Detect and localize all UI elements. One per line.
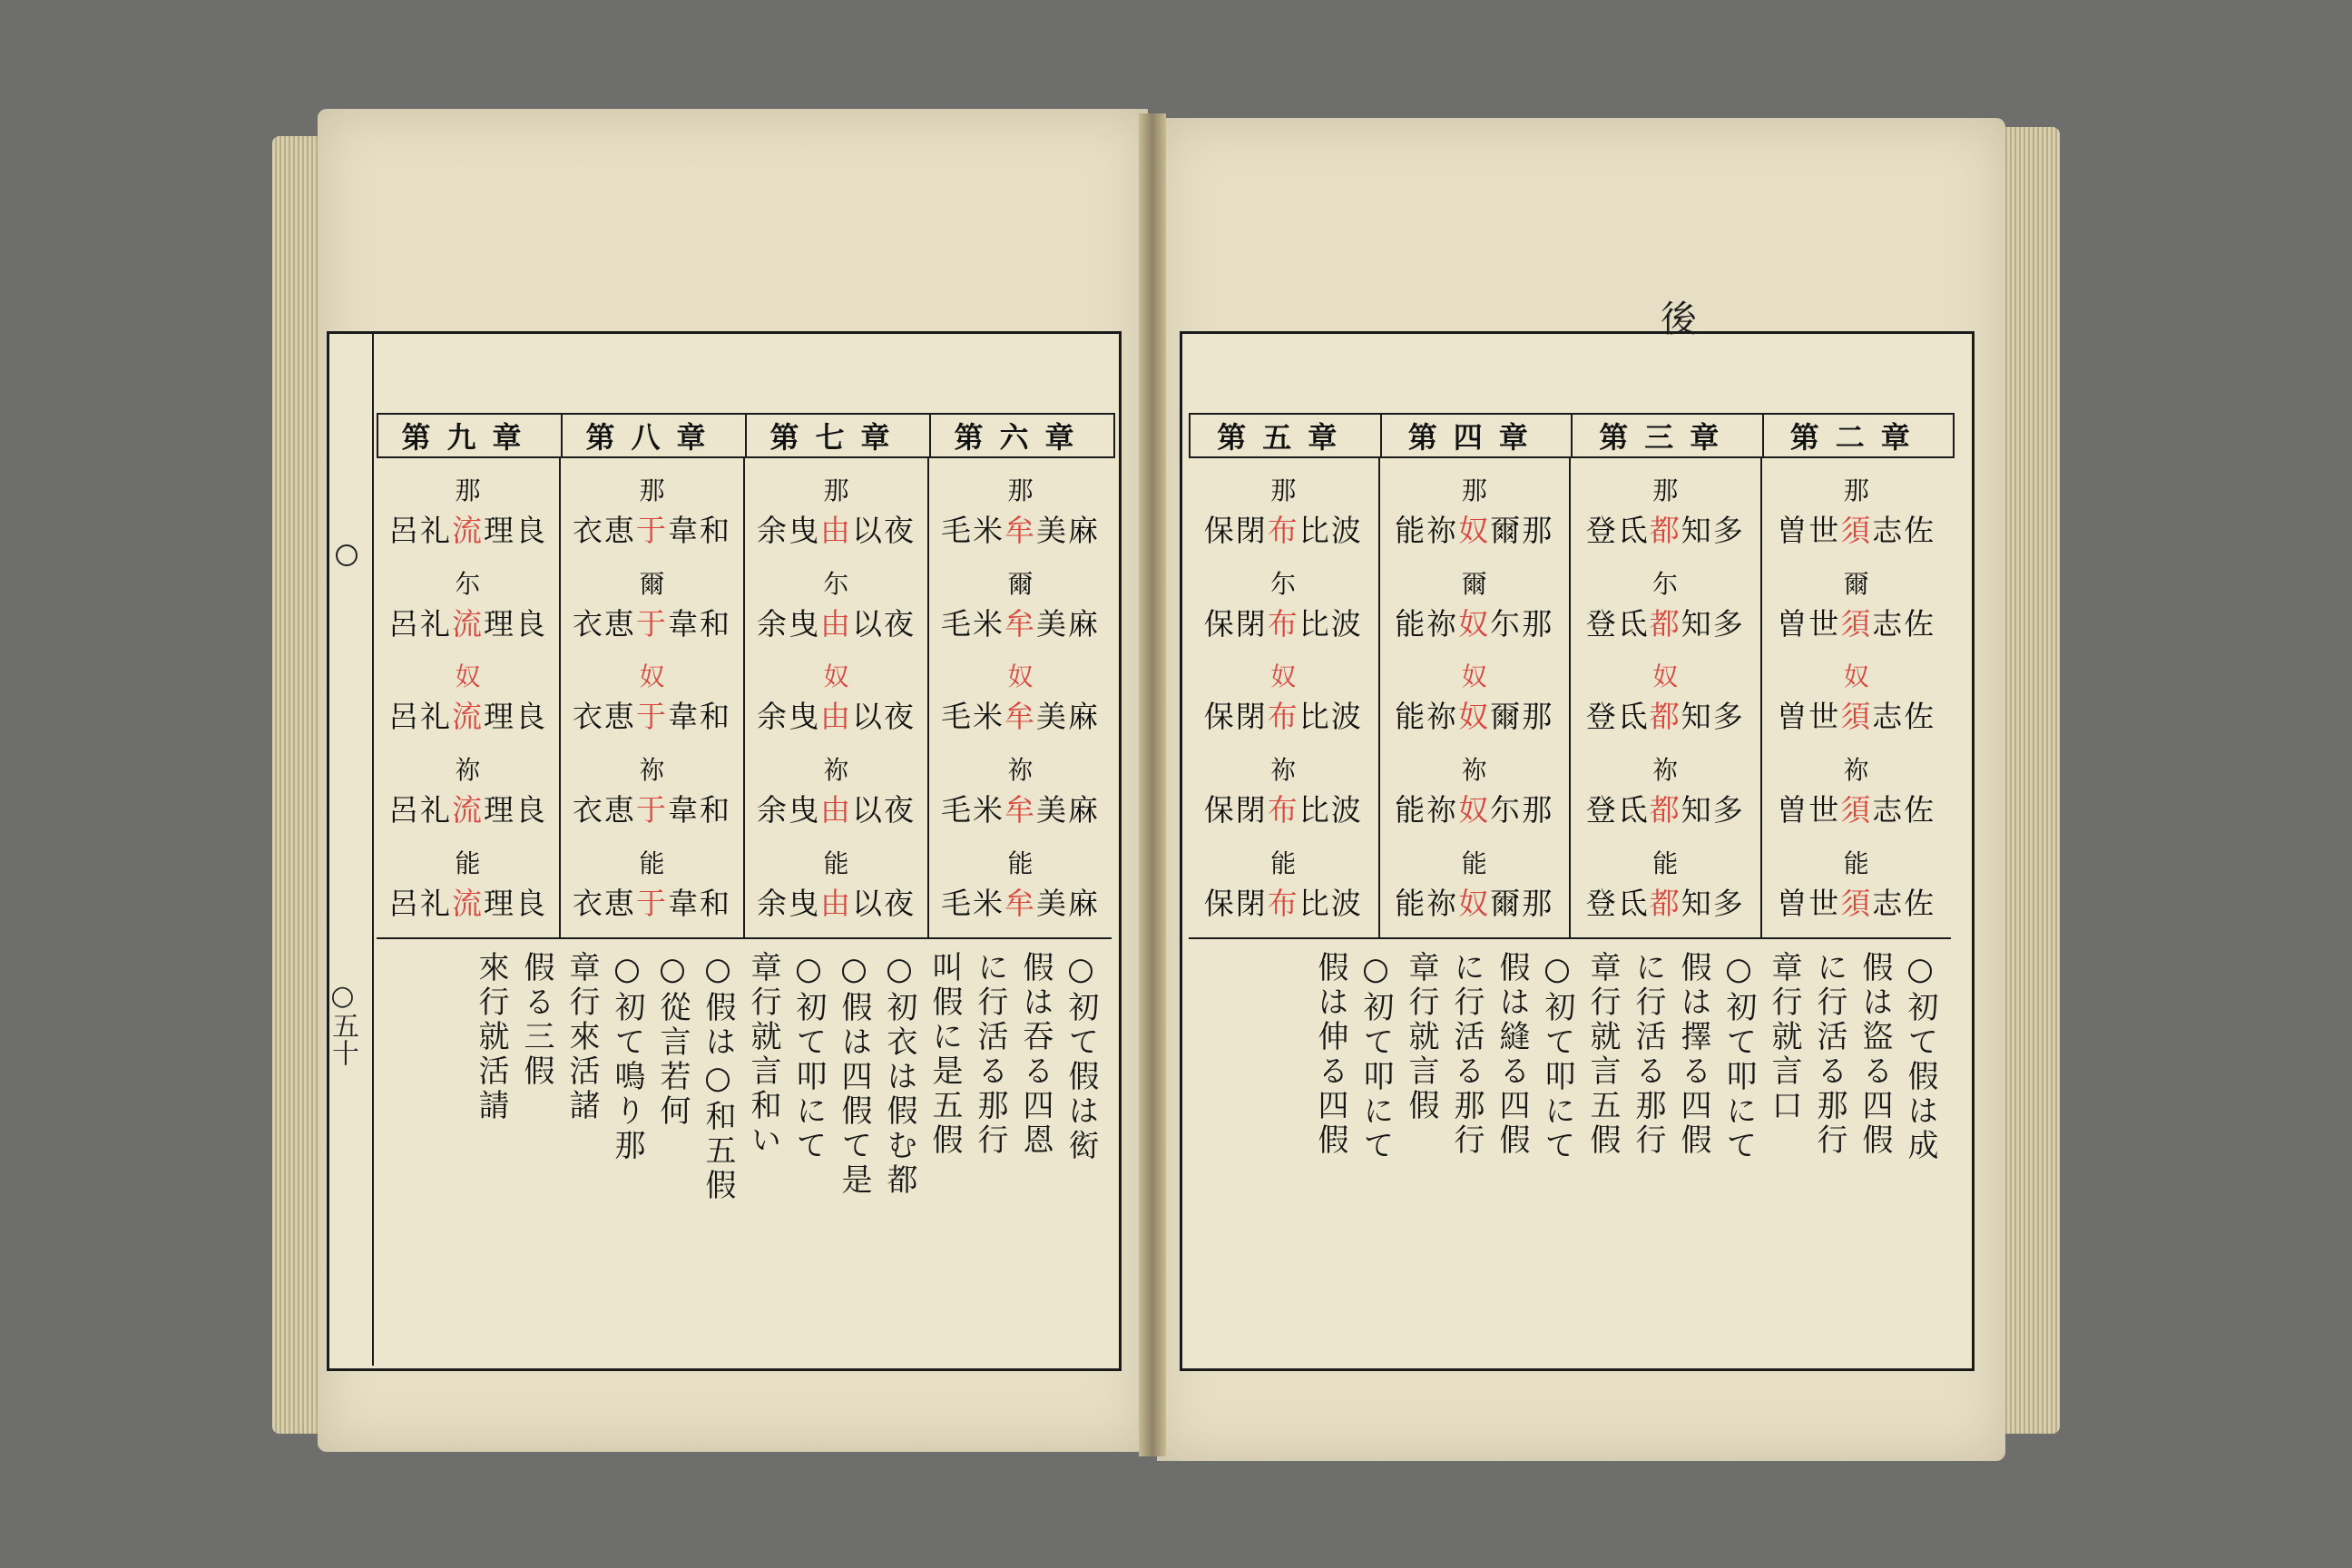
syllable-column (377, 456, 561, 937)
syllable-line (1576, 880, 1755, 923)
syllable-line (935, 601, 1106, 643)
syllable-column (1189, 456, 1380, 937)
entry-heading: 奴 (1461, 662, 1487, 692)
entry-heading: 奴 (1007, 662, 1034, 692)
syllable-line (935, 693, 1106, 736)
note-column: ○初て叩にて (1539, 951, 1575, 1163)
entry-heading: 那 (1007, 475, 1034, 505)
syllable-entry (1194, 471, 1373, 550)
syllable-text: 衣恵 (573, 886, 636, 922)
syllable-text: 美麻 (1036, 886, 1100, 922)
entry-heading: 祢 (1007, 755, 1034, 786)
syllable-text: 余曳 (757, 512, 820, 548)
highlighted-syllable: 須 (1840, 512, 1873, 548)
syllable-text: 志佐 (1872, 699, 1936, 735)
entry-heading: 爾 (1461, 568, 1487, 599)
highlighted-syllable: 由 (820, 699, 852, 735)
syllable-text: 韋和 (668, 886, 731, 922)
highlighted-syllable: 牟 (1004, 699, 1036, 735)
syllable-text: 以夜 (852, 886, 916, 922)
syllable-line (750, 507, 922, 550)
syllable-text: 余曳 (757, 886, 820, 922)
entry-heading: 祢 (1461, 755, 1487, 786)
syllable-text: 韋和 (668, 792, 731, 828)
highlighted-syllable: 牟 (1004, 886, 1036, 922)
note-column: ○從言若何 (654, 951, 691, 1129)
highlighted-syllable: 都 (1649, 886, 1681, 922)
chapter-header: 第二章 (1789, 420, 1926, 455)
note-column: ○初衣は假む都 (881, 951, 917, 1198)
syllable-entry (382, 564, 554, 643)
note-column: 假は吞る四恩 (1017, 951, 1054, 1158)
highlighted-syllable: 流 (452, 886, 484, 922)
syllable-text: 曽世 (1777, 699, 1841, 735)
highlighted-syllable: 布 (1267, 605, 1299, 642)
entry-heading: 爾 (1007, 568, 1034, 599)
syllable-text: 毛米 (941, 886, 1004, 922)
syllable-line (1386, 601, 1564, 643)
note-column: 叫假に是五假 (926, 951, 963, 1158)
syllable-entry (382, 657, 554, 736)
syllable-text: 衣恵 (573, 699, 636, 735)
syllable-text: 能祢 (1395, 886, 1459, 922)
note-column: ○初て假は衒 (1063, 951, 1099, 1163)
book-gutter (1139, 113, 1166, 1456)
syllable-entry (566, 471, 738, 550)
syllable-line (566, 880, 738, 923)
highlighted-syllable: 于 (636, 792, 668, 828)
entry-heading: 那 (1270, 475, 1297, 505)
syllable-text: 韋和 (668, 605, 731, 642)
syllable-text: 呂礼 (388, 512, 452, 548)
note-column: ○初て叩にて (1720, 951, 1757, 1163)
circle-mark-icon (336, 544, 358, 566)
entry-heading: 能 (823, 848, 849, 879)
syllable-line (750, 787, 922, 829)
syllable-entry (382, 844, 554, 923)
syllable-entry (1194, 844, 1373, 923)
highlighted-syllable: 流 (452, 792, 484, 828)
highlighted-syllable: 于 (636, 605, 668, 642)
syllable-line (382, 880, 554, 923)
syllable-text: 知多 (1681, 512, 1745, 548)
chapter-header: 第五章 (1191, 415, 1382, 456)
entry-heading: 尓 (1652, 568, 1679, 599)
syllable-line (1194, 787, 1373, 829)
syllable-entry (566, 564, 738, 643)
entry-heading: 能 (455, 848, 481, 879)
entry-heading: 祢 (823, 755, 849, 786)
syllable-text: 能祢 (1395, 605, 1459, 642)
entry-heading: 奴 (1652, 662, 1679, 692)
syllable-text: 衣恵 (573, 792, 636, 828)
syllable-text: 保閉 (1203, 512, 1268, 548)
syllable-text: 以夜 (852, 605, 916, 642)
syllable-text: 以夜 (852, 699, 916, 735)
entry-heading: 尓 (455, 568, 481, 599)
syllable-text: 保閉 (1203, 699, 1268, 735)
syllable-line (935, 507, 1106, 550)
syllable-entry (1194, 564, 1373, 643)
highlighted-syllable: 于 (636, 512, 668, 548)
syllable-text: 志佐 (1872, 792, 1936, 828)
entry-heading: 能 (639, 848, 665, 879)
highlighted-syllable: 須 (1840, 605, 1873, 642)
entry-heading: 能 (1461, 848, 1487, 879)
entry-heading: 爾 (639, 568, 665, 599)
highlighted-syllable: 奴 (1458, 792, 1491, 828)
highlighted-syllable: 奴 (1458, 512, 1491, 548)
syllable-text: 能祢 (1395, 792, 1459, 828)
chapter-header: 第六章 (954, 420, 1091, 455)
syllable-text: 保閉 (1203, 792, 1268, 828)
syllable-entry (1768, 657, 1946, 736)
syllable-text: 登氐 (1585, 699, 1650, 735)
syllable-text: 以夜 (852, 792, 916, 828)
entry-heading: 奴 (639, 662, 665, 692)
syllable-text: 登氐 (1585, 605, 1650, 642)
note-column: 章行就言和い (745, 951, 781, 1158)
syllable-entry (1386, 471, 1564, 550)
syllable-text: 曽世 (1777, 886, 1841, 922)
syllable-entry (1576, 844, 1755, 923)
syllable-entry (935, 750, 1106, 829)
note-column: に行活る那行 (1811, 951, 1847, 1158)
entry-heading: 奴 (823, 662, 849, 692)
note-column: 章行就言假 (1403, 951, 1439, 1123)
highlighted-syllable: 由 (820, 792, 852, 828)
highlighted-syllable: 布 (1267, 699, 1299, 735)
syllable-entry (1576, 750, 1755, 829)
chapter-header: 第四章 (1382, 415, 1573, 456)
syllable-entry (750, 657, 922, 736)
syllable-line (1768, 601, 1946, 643)
highlighted-syllable: 布 (1267, 792, 1299, 828)
entry-heading: 爾 (1843, 568, 1869, 599)
syllable-line (750, 693, 922, 736)
syllable-entry (1386, 657, 1564, 736)
highlighted-syllable: 奴 (1458, 886, 1491, 922)
syllable-entry (935, 471, 1106, 550)
syllable-entry (1768, 564, 1946, 643)
entry-heading: 尓 (823, 568, 849, 599)
syllable-text: 美麻 (1036, 512, 1100, 548)
syllable-text: 比波 (1298, 886, 1363, 922)
highlighted-syllable: 都 (1649, 699, 1681, 735)
entry-heading: 那 (823, 475, 849, 505)
syllable-entry (1386, 750, 1564, 829)
highlighted-syllable: 都 (1649, 512, 1681, 548)
note-column: 來行就活請 (473, 951, 509, 1123)
note-column: ○初て叩にて (790, 951, 827, 1163)
syllable-line (1768, 693, 1946, 736)
chapter-header: 第八章 (563, 415, 747, 456)
highlighted-syllable: 由 (820, 605, 852, 642)
syllable-text: 尓那 (1490, 792, 1554, 828)
highlighted-syllable: 奴 (1458, 699, 1491, 735)
highlighted-syllable: 奴 (1458, 605, 1491, 642)
right-page-edges (2005, 127, 2060, 1434)
syllable-column (1380, 456, 1572, 937)
note-column: に行活る那行 (1630, 951, 1666, 1158)
syllable-entry (750, 471, 922, 550)
syllable-text: 比波 (1298, 699, 1363, 735)
syllable-line (1386, 507, 1564, 550)
syllable-text: 登氐 (1585, 886, 1650, 922)
highlighted-syllable: 流 (452, 512, 484, 548)
syllable-text: 能祢 (1395, 699, 1459, 735)
left-header-row (377, 413, 1115, 458)
syllable-text: 知多 (1681, 792, 1745, 828)
entry-heading: 祢 (455, 755, 481, 786)
entry-heading: 能 (1270, 848, 1297, 879)
entry-heading: 能 (1652, 848, 1679, 879)
right-syllable-table (1189, 456, 1951, 939)
syllable-entry (566, 750, 738, 829)
syllable-column (1762, 456, 1952, 937)
syllable-line (750, 880, 922, 923)
syllable-entry (1386, 564, 1564, 643)
entry-heading: 祢 (1270, 755, 1297, 786)
syllable-line (935, 880, 1106, 923)
highlighted-syllable: 須 (1840, 886, 1873, 922)
note-column: ○初て鳴り那 (609, 951, 645, 1163)
syllable-line (566, 507, 738, 550)
highlighted-syllable: 牟 (1004, 605, 1036, 642)
syllable-line (1386, 787, 1564, 829)
highlighted-syllable: 布 (1267, 512, 1299, 548)
syllable-entry (750, 564, 922, 643)
syllable-entry (1194, 657, 1373, 736)
syllable-text: 理良 (484, 605, 547, 642)
syllable-entry (1768, 844, 1946, 923)
syllable-text: 理良 (484, 699, 547, 735)
chapter-header: 第七章 (747, 415, 931, 456)
syllable-entry (382, 471, 554, 550)
left-syllable-table (377, 456, 1112, 939)
syllable-line (382, 787, 554, 829)
syllable-line (1576, 693, 1755, 736)
note-column: 假は盜る四假 (1857, 951, 1893, 1158)
entry-heading: 那 (1843, 475, 1869, 505)
left-notes (377, 944, 1112, 1361)
syllable-text: 理良 (484, 886, 547, 922)
syllable-text: 爾那 (1490, 886, 1554, 922)
syllable-text: 毛米 (941, 605, 1004, 642)
entry-heading: 奴 (1270, 662, 1297, 692)
highlighted-syllable: 牟 (1004, 792, 1036, 828)
entry-heading: 奴 (455, 662, 481, 692)
syllable-text: 曽世 (1777, 512, 1841, 548)
note-column: に行活る那行 (972, 951, 1008, 1158)
syllable-text: 毛米 (941, 699, 1004, 735)
syllable-line (566, 787, 738, 829)
syllable-column (929, 456, 1112, 937)
syllable-entry (566, 844, 738, 923)
syllable-line (1768, 880, 1946, 923)
syllable-column (745, 456, 929, 937)
syllable-text: 衣恵 (573, 605, 636, 642)
entry-heading: 那 (639, 475, 665, 505)
syllable-line (382, 693, 554, 736)
syllable-line (1194, 693, 1373, 736)
entry-heading: 能 (1843, 848, 1869, 879)
syllable-entry (1576, 657, 1755, 736)
syllable-entry (750, 844, 922, 923)
syllable-entry (935, 564, 1106, 643)
chapter-header: 第九章 (378, 415, 563, 456)
syllable-text: 曽世 (1777, 605, 1841, 642)
note-column: 假は擇る四假 (1675, 951, 1711, 1158)
highlighted-syllable: 由 (820, 512, 852, 548)
highlighted-syllable: 流 (452, 699, 484, 735)
syllable-text: 曽世 (1777, 792, 1841, 828)
syllable-text: 志佐 (1872, 886, 1936, 922)
highlighted-syllable: 布 (1267, 886, 1299, 922)
syllable-line (382, 507, 554, 550)
right-header-row (1189, 413, 1955, 458)
syllable-text: 理良 (484, 792, 547, 828)
highlighted-syllable: 由 (820, 886, 852, 922)
syllable-text: 登氐 (1585, 512, 1650, 548)
highlighted-syllable: 于 (636, 886, 668, 922)
syllable-entry (1576, 471, 1755, 550)
syllable-entry (750, 750, 922, 829)
entry-heading: 那 (455, 475, 481, 505)
syllable-line (935, 787, 1106, 829)
note-column: ○假は四假て是 (836, 951, 872, 1198)
syllable-text: 保閉 (1203, 886, 1268, 922)
folio-mark: 後 (1661, 299, 1697, 340)
syllable-line (1194, 880, 1373, 923)
syllable-text: 毛米 (941, 512, 1004, 548)
note-column: 章行來活諸 (564, 951, 600, 1123)
syllable-line (566, 693, 738, 736)
syllable-text: 爾那 (1490, 699, 1554, 735)
syllable-column (1571, 456, 1762, 937)
highlighted-syllable: 都 (1649, 792, 1681, 828)
entry-heading: 尓 (1270, 568, 1297, 599)
syllable-line (1386, 880, 1564, 923)
syllable-line (1576, 507, 1755, 550)
syllable-text: 比波 (1298, 512, 1363, 548)
note-column: ○初て叩にて (1357, 951, 1394, 1163)
highlighted-syllable: 牟 (1004, 512, 1036, 548)
entry-heading: 祢 (639, 755, 665, 786)
syllable-text: 爾那 (1490, 512, 1554, 548)
syllable-text: 呂礼 (388, 605, 452, 642)
syllable-text: 呂礼 (388, 886, 452, 922)
syllable-text: 毛米 (941, 792, 1004, 828)
syllable-column (561, 456, 745, 937)
right-notes (1189, 944, 1951, 1361)
entry-heading: 那 (1461, 475, 1487, 505)
syllable-text: 比波 (1298, 792, 1363, 828)
highlighted-syllable: 須 (1840, 792, 1873, 828)
syllable-line (1194, 507, 1373, 550)
syllable-text: 余曳 (757, 605, 820, 642)
syllable-text: 余曳 (757, 792, 820, 828)
syllable-text: 韋和 (668, 512, 731, 548)
syllable-entry (566, 657, 738, 736)
syllable-text: 衣恵 (573, 512, 636, 548)
syllable-text: 志佐 (1872, 512, 1936, 548)
syllable-entry (1386, 844, 1564, 923)
syllable-text: 以夜 (852, 512, 916, 548)
syllable-line (1768, 507, 1946, 550)
highlighted-syllable: 流 (452, 605, 484, 642)
entry-heading: 祢 (1652, 755, 1679, 786)
entry-heading: 那 (1652, 475, 1679, 505)
syllable-entry (935, 657, 1106, 736)
note-column: 假は縫る四假 (1494, 951, 1530, 1158)
syllable-text: 比波 (1298, 605, 1363, 642)
note-column: に行活る那行 (1448, 951, 1485, 1158)
note-column: 章行就言五假 (1584, 951, 1621, 1158)
syllable-line (1386, 693, 1564, 736)
syllable-text: 能祢 (1395, 512, 1459, 548)
syllable-entry (1768, 471, 1946, 550)
chapter-header: 第三章 (1573, 415, 1764, 456)
syllable-text: 知多 (1681, 699, 1745, 735)
syllable-line (1576, 787, 1755, 829)
syllable-text: 呂礼 (388, 699, 452, 735)
syllable-text: 呂礼 (388, 792, 452, 828)
highlighted-syllable: 于 (636, 699, 668, 735)
syllable-entry (1768, 750, 1946, 829)
entry-heading: 奴 (1843, 662, 1869, 692)
syllable-line (1576, 601, 1755, 643)
syllable-text: 保閉 (1203, 605, 1268, 642)
syllable-text: 登氐 (1585, 792, 1650, 828)
syllable-text: 韋和 (668, 699, 731, 735)
syllable-text: 美麻 (1036, 605, 1100, 642)
note-column: ○初て假は成 (1902, 951, 1938, 1163)
note-column: 章行就言口 (1766, 951, 1802, 1123)
highlighted-syllable: 須 (1840, 699, 1873, 735)
entry-heading: 祢 (1843, 755, 1869, 786)
note-column: ○假は○和五假 (700, 951, 736, 1203)
syllable-text: 尓那 (1490, 605, 1554, 642)
page-number: ○五十 (327, 980, 358, 1066)
entry-heading: 能 (1007, 848, 1034, 879)
note-column: 假は伸る四假 (1312, 951, 1348, 1158)
syllable-text: 知多 (1681, 886, 1745, 922)
syllable-line (750, 601, 922, 643)
syllable-entry (382, 750, 554, 829)
syllable-line (566, 601, 738, 643)
syllable-line (1194, 601, 1373, 643)
syllable-text: 知多 (1681, 605, 1745, 642)
syllable-text: 余曳 (757, 699, 820, 735)
left-margin-column (327, 331, 374, 1366)
syllable-text: 美麻 (1036, 792, 1100, 828)
syllable-entry (935, 844, 1106, 923)
syllable-entry (1576, 564, 1755, 643)
highlighted-syllable: 都 (1649, 605, 1681, 642)
syllable-entry (1194, 750, 1373, 829)
syllable-text: 美麻 (1036, 699, 1100, 735)
syllable-text: 志佐 (1872, 605, 1936, 642)
syllable-line (382, 601, 554, 643)
syllable-line (1768, 787, 1946, 829)
syllable-text: 理良 (484, 512, 547, 548)
note-column: 假る三假 (518, 951, 554, 1089)
